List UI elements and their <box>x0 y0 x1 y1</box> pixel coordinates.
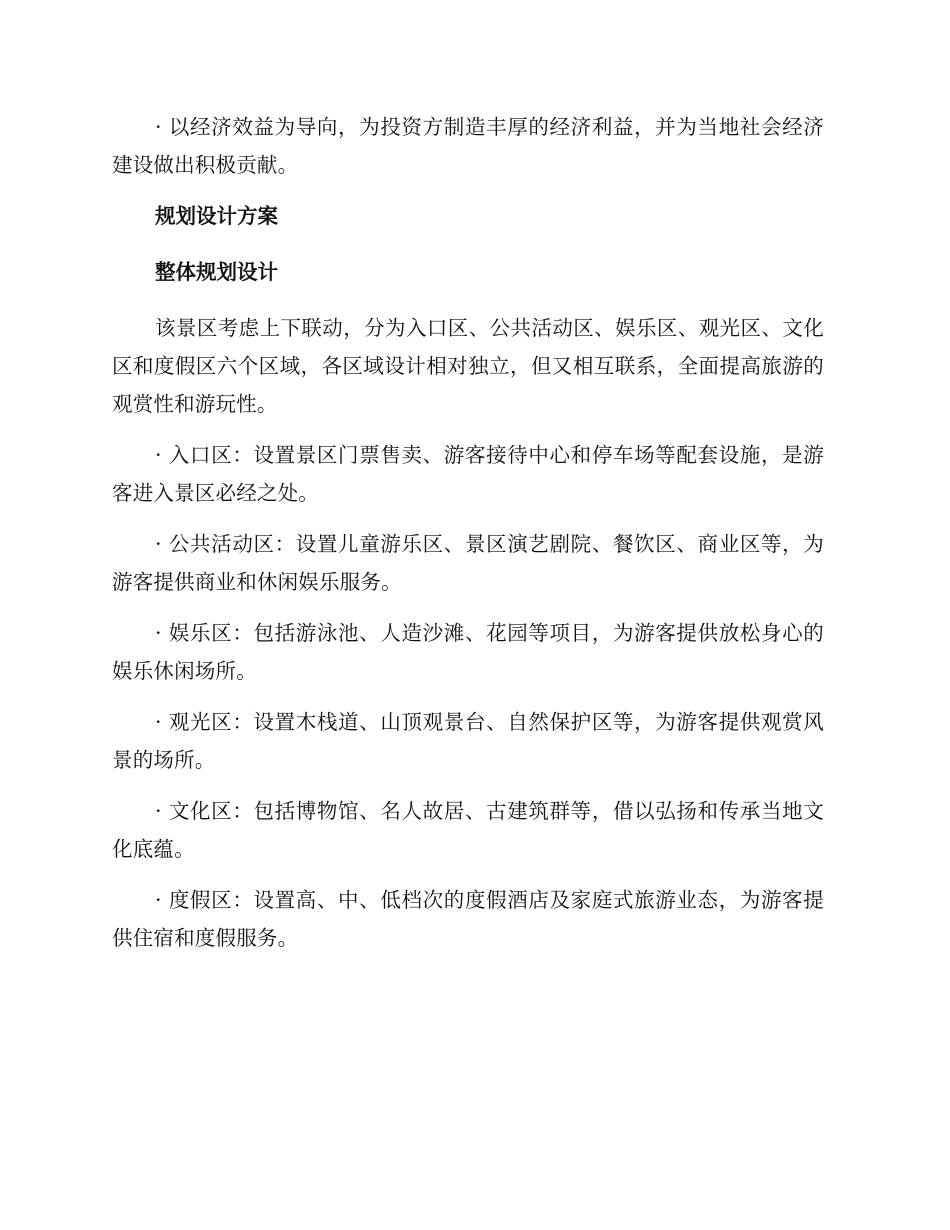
zone-public-activity-paragraph: · 公共活动区：设置儿童游乐区、景区演艺剧院、餐饮区、商业区等，为游客提供商业和休闲娱乐服务。 <box>112 532 824 594</box>
zone-culture-paragraph: · 文化区：包括博物馆、名人故居、古建筑群等，借以弘扬和传承当地文化底蕴。 <box>112 799 824 861</box>
zone-entrance-paragraph: · 入口区：设置景区门票售卖、游客接待中心和停车场等配套设施，是游客进入景区必经之处。 <box>112 443 824 505</box>
document-body <box>112 108 824 970</box>
intro-bullet-paragraph: · 以经济效益为导向，为投资方制造丰厚的经济利益，并为当地社会经济建设做出积极贡献。 <box>112 115 824 177</box>
zone-sightseeing-paragraph: · 观光区：设置木栈道、山顶观景台、自然保护区等，为游客提供观赏风景的场所。 <box>112 710 824 772</box>
zone-resort-paragraph: · 度假区：设置高、中、低档次的度假酒店及家庭式旅游业态，为游客提供住宿和度假服务。 <box>112 888 824 950</box>
section-heading: 规划设计方案 <box>155 204 278 228</box>
subsection-heading: 整体规划设计 <box>155 260 278 284</box>
overview-paragraph: 该景区考虑上下联动，分为入口区、公共活动区、娱乐区、观光区、文化区和度假区六个区域，各区域设计相对独立，但又相互联系，全面提高旅游的观赏性和游玩性。 <box>112 316 824 416</box>
zone-entertainment-paragraph: · 娱乐区：包括游泳池、人造沙滩、花园等项目，为游客提供放松身心的娱乐休闲场所。 <box>112 621 824 683</box>
